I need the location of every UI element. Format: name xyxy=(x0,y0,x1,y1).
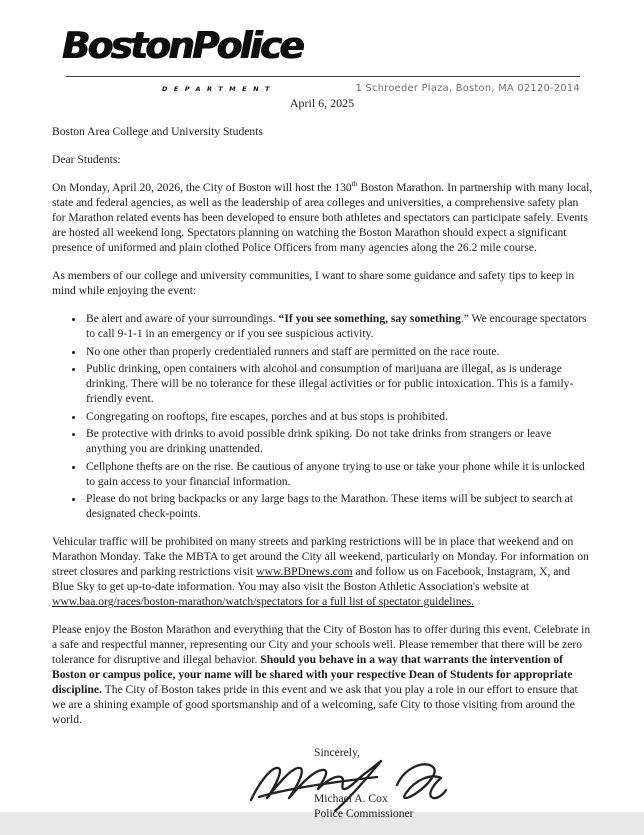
p4-seg1: Please enjoy the Boston Marathon and everything that the City of Boston has to offer during this event. Celebrate in a safe and respectful manner, representing our City and your schools well. Please remember that there will be zero tolerance for disruptive and illegal behavior. xyxy=(52,623,591,666)
p1-text-before-superscript: On Monday, April 20, 2026, the City of Boston will host the 130 xyxy=(52,181,352,194)
paragraph-traffic xyxy=(52,534,593,609)
letter-date: April 6, 2025 xyxy=(289,96,355,110)
safety-tips-list xyxy=(52,311,593,521)
letterhead-divider xyxy=(66,76,580,77)
list-item: • Be protective with drinks to avoid possible drink spiking. Do not take drinks from strangers or leave anything you are drinking unattended. xyxy=(85,426,593,456)
letterhead xyxy=(0,0,644,118)
boston-police-logo: BostonPolice xyxy=(62,24,303,67)
paragraph-closing xyxy=(52,622,593,727)
paragraph-marathon-intro xyxy=(52,180,593,255)
closing-salutation: Sincerely, xyxy=(314,746,360,759)
ordinal-superscript: th xyxy=(351,179,358,189)
discipline-warning-bold: Should you behave in a way that warrants the intervention of Boston or campus police, your name will be shared with your respective Dean of Students for appropriate discipline. xyxy=(52,653,573,696)
department-label: DEPARTMENT xyxy=(162,85,276,93)
list-item: • Public drinking, open containers with alcohol and consumption of marijuana are illegal, as is underage drinking. There will be no tolerance for these illegal activities or for public intoxication. This is a family-friendly event. xyxy=(85,361,593,406)
see-something-say-something-bold: “If you see something, say something xyxy=(278,312,461,325)
bpdnews-link[interactable]: www.BPDnews.com xyxy=(256,565,353,578)
list-item: • No one other than properly credentialed runners and staff are permitted on the race route. xyxy=(85,344,593,359)
signature-name: Michael A. Cox xyxy=(314,792,388,805)
signature-title: Police Commissioner xyxy=(314,807,414,820)
list-item xyxy=(85,311,593,341)
p3-seg1: Vehicular traffic will be prohibited on many streets and parking restrictions will be in place that weekend and on Marathon Monday. Take the MBTA to get around the City all weekend, particularly on Monday. For information on street closures and parking restrictions visit xyxy=(52,535,589,578)
letterhead-address: 1 Schroeder Plaza, Boston, MA 02120-2014 xyxy=(355,83,580,94)
recipient-line: Boston Area College and University Students xyxy=(52,125,263,138)
paragraph-guidance-intro: As members of our college and university communities, I want to share some guidance and safety tips to keep in mind while enjoying the event: xyxy=(52,269,575,297)
list-item: • Congregating on rooftops, fire escapes, porches and at bus stops is prohibited. xyxy=(85,409,593,424)
bullet1-post: .” We encourage spectators to call 9-1-1 in an emergency or if you see suspicious activity. xyxy=(86,312,587,340)
letter-body xyxy=(52,124,593,835)
list-item: • Please do not bring backpacks or any large bags to the Marathon. These items will be subject to search at designated check-points. xyxy=(85,491,593,521)
p4-seg2: The City of Boston takes pride in this event and we ask that you play a role in our effort to ensure that we are a shining example of good sportsmanship and of a welcoming, safe City to those visiting from around the world. xyxy=(52,683,578,726)
signature-image xyxy=(245,753,450,815)
baa-spectators-link[interactable]: www.baa.org/races/boston-marathon/watch/spectators for a full list of spectator guidelines. xyxy=(52,595,475,608)
signature-block xyxy=(255,745,593,835)
salutation: Dear Students: xyxy=(52,153,121,166)
p1-text-after-superscript: Boston Marathon. In partnership with many local, state and federal agencies, as well as the leadership of area colleges and universities, a comprehensive safety plan for Marathon related events has been developed to ensure both athletes and spectators can participate safely. Events are hosted all weekend long. Spectators planning on watching the Boston Marathon should expect a significant presence of uniformed and plain clothed Police Officers from many agencies along the 26.2 mile course. xyxy=(52,181,593,254)
p3-seg2: and follow us on Facebook, Instagram, X, and Blue Sky to get up-to-date information. You may also visit the Boston Athletic Association's website at xyxy=(52,565,570,593)
bullet1-pre: Be alert and aware of your surroundings. xyxy=(86,312,279,325)
list-item: • Cellphone thefts are on the rise. Be cautious of anyone trying to use or take your phone while it is unlocked to gain access to your financial information. xyxy=(85,459,593,489)
